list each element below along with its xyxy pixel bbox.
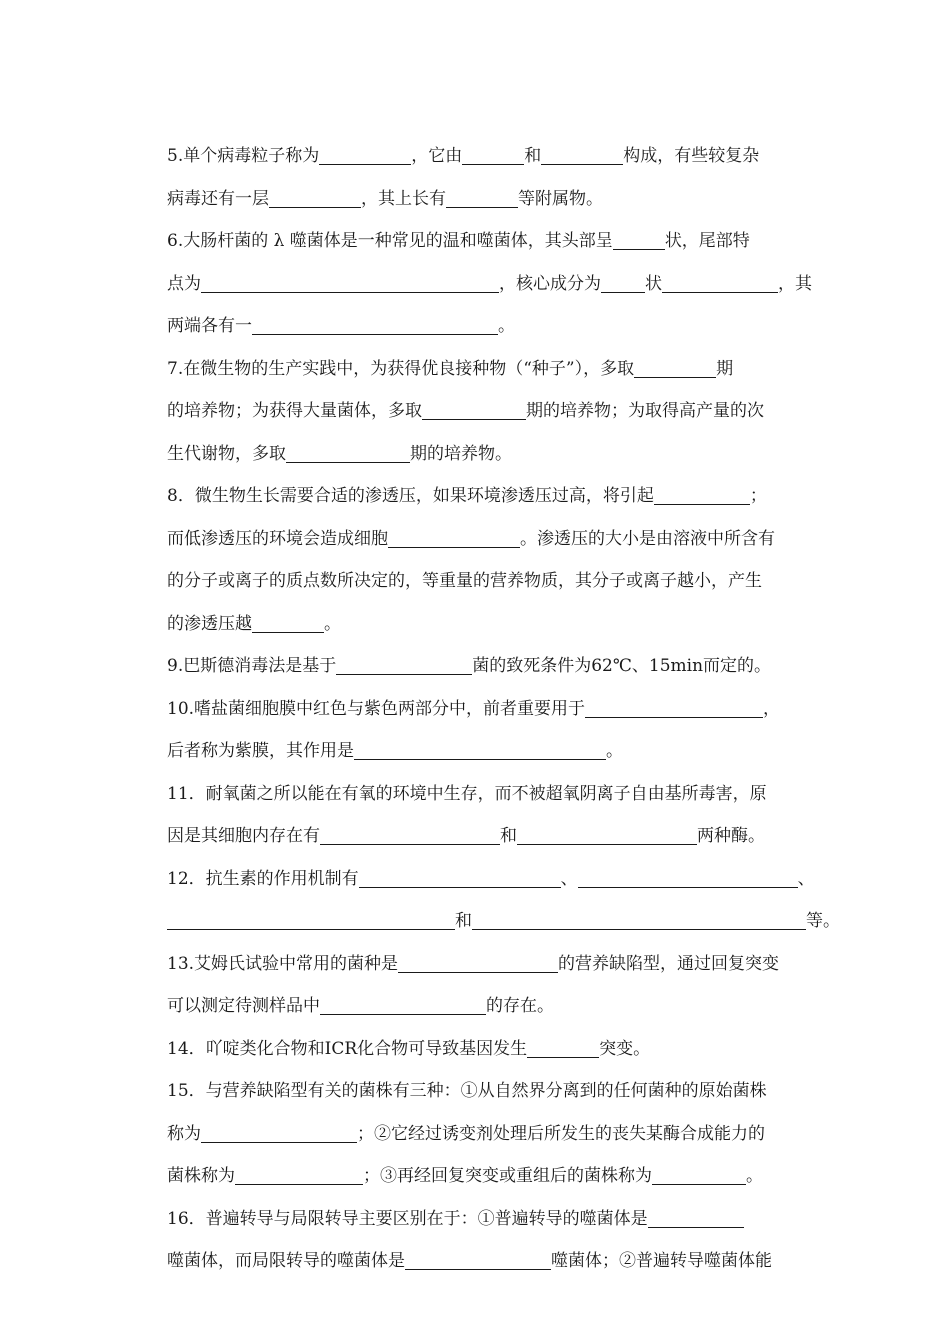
question-line bbox=[167, 815, 849, 858]
question-text: 菌的致死条件为62℃、15min而定的。 bbox=[472, 656, 772, 676]
question-text: 因是其细胞内存在有 bbox=[167, 826, 320, 846]
question-text: 。 bbox=[746, 1166, 763, 1186]
question-text: 和 bbox=[455, 911, 472, 931]
question-line bbox=[167, 1028, 849, 1071]
question-text: 。渗透压的大小是由溶液中所含有 bbox=[520, 528, 775, 549]
question-line bbox=[167, 135, 849, 178]
answer-blank[interactable] bbox=[662, 274, 778, 293]
question-text: 生代谢物，多取 bbox=[167, 443, 286, 464]
question-text: ，核心成分为 bbox=[499, 273, 601, 294]
question-11 bbox=[167, 773, 849, 858]
question-text: 菌株称为 bbox=[167, 1166, 235, 1186]
question-text: 13.艾姆氏试验中常用的菌种是 bbox=[167, 953, 399, 974]
question-line bbox=[167, 900, 849, 943]
question-line bbox=[167, 688, 849, 731]
question-text: 可以测定待测样品中 bbox=[167, 996, 320, 1016]
question-line bbox=[167, 518, 849, 561]
question-12 bbox=[167, 858, 849, 943]
question-text: 的营养缺陷型，通过回复突变 bbox=[558, 953, 780, 974]
question-text: 9.巴斯德消毒法是基于 bbox=[167, 656, 337, 676]
question-text: 和 bbox=[500, 826, 517, 846]
question-text: 、 bbox=[560, 868, 578, 889]
question-6 bbox=[167, 220, 849, 348]
question-text: 的培养物；为获得大量菌体，多取 bbox=[167, 401, 422, 421]
answer-blank[interactable] bbox=[201, 274, 499, 293]
question-text: 10.嗜盐菌细胞膜中红色与紫色两部分中，前者重要用于 bbox=[167, 698, 586, 719]
question-line bbox=[167, 1198, 849, 1241]
answer-blank[interactable] bbox=[446, 189, 518, 208]
question-list bbox=[167, 135, 849, 1283]
question-10 bbox=[167, 688, 849, 773]
question-text: 8．微生物生长需要合适的渗透压，如果环境渗透压过高，将引起 bbox=[167, 486, 654, 506]
question-line bbox=[167, 1240, 849, 1283]
question-text: ，其上长有 bbox=[361, 188, 446, 209]
question-line bbox=[167, 985, 849, 1028]
question-14 bbox=[167, 1028, 849, 1071]
question-text: 称为 bbox=[167, 1123, 201, 1144]
question-line bbox=[167, 1113, 849, 1156]
question-text: 构成，有些较复杂 bbox=[623, 146, 760, 166]
answer-blank[interactable] bbox=[320, 996, 486, 1015]
question-text: ；③再经回复突变或重组后的菌株称为 bbox=[363, 1166, 652, 1186]
question-text: 后者称为紫膜，其作用是 bbox=[167, 741, 354, 761]
question-text: 。 bbox=[606, 741, 623, 761]
answer-blank[interactable] bbox=[388, 529, 520, 548]
question-text: 的分子或离子的质点数所决定的，等重量的营养物质，其分子或离子越小，产生 bbox=[167, 571, 762, 591]
question-text: 期 bbox=[716, 358, 734, 379]
question-line bbox=[167, 475, 849, 518]
question-7 bbox=[167, 348, 849, 476]
question-text: 等。 bbox=[806, 911, 840, 931]
question-text: 的存在。 bbox=[486, 996, 554, 1016]
question-text: 6.大肠杆菌的 λ 噬菌体是一种常见的温和噬菌体，其头部呈 bbox=[167, 231, 613, 251]
question-line bbox=[167, 603, 849, 646]
answer-blank[interactable] bbox=[336, 656, 472, 675]
question-line bbox=[167, 1070, 849, 1113]
question-line bbox=[167, 560, 849, 603]
question-text: 状 bbox=[645, 273, 662, 294]
answer-blank[interactable] bbox=[422, 401, 526, 420]
answer-blank[interactable] bbox=[601, 274, 645, 293]
question-line bbox=[167, 348, 849, 391]
question-line bbox=[167, 645, 849, 688]
question-text: 期的培养物；为取得高产量的次 bbox=[526, 401, 764, 421]
answer-blank[interactable] bbox=[654, 486, 750, 505]
question-text: 16．普遍转导与局限转导主要区别在于：①普遍转导的噬菌体是 bbox=[167, 1208, 648, 1229]
answer-blank[interactable] bbox=[252, 614, 324, 633]
answer-blank[interactable] bbox=[235, 1166, 363, 1185]
answer-blank[interactable] bbox=[269, 189, 361, 208]
answer-blank[interactable] bbox=[398, 954, 558, 973]
question-text: 突变。 bbox=[599, 1038, 651, 1059]
answer-blank[interactable] bbox=[320, 826, 500, 845]
question-16 bbox=[167, 1198, 849, 1283]
question-5 bbox=[167, 135, 849, 220]
answer-blank[interactable] bbox=[578, 869, 798, 888]
question-text: ， bbox=[763, 698, 781, 719]
answer-blank[interactable] bbox=[652, 1166, 746, 1185]
question-line bbox=[167, 730, 849, 773]
answer-blank[interactable] bbox=[286, 444, 410, 463]
answer-blank[interactable] bbox=[541, 146, 623, 165]
answer-blank[interactable] bbox=[462, 146, 524, 165]
question-text: 而低渗透压的环境会造成细胞 bbox=[167, 528, 388, 549]
question-text: 等附属物。 bbox=[518, 188, 603, 209]
question-line bbox=[167, 220, 849, 263]
question-text: 12．抗生素的作用机制有 bbox=[167, 868, 359, 889]
answer-blank[interactable] bbox=[613, 231, 665, 250]
answer-blank[interactable] bbox=[201, 1124, 357, 1143]
question-text: 期的培养物。 bbox=[410, 443, 512, 464]
question-9 bbox=[167, 645, 849, 688]
question-line bbox=[167, 943, 849, 986]
question-text: 11．耐氧菌之所以能在有氧的环境中生存，而不被超氧阴离子自由基所毒害，原 bbox=[167, 783, 767, 804]
question-text: 。 bbox=[324, 613, 341, 634]
question-text: 状，尾部特 bbox=[664, 231, 750, 251]
answer-blank[interactable] bbox=[167, 911, 455, 930]
question-text: 14．吖啶类化合物和ICR化合物可导致基因发生 bbox=[167, 1038, 528, 1059]
question-text: 15．与营养缺陷型有关的菌株有三种：①从自然界分离到的任何菌种的原始菌株 bbox=[167, 1081, 767, 1101]
question-line bbox=[167, 305, 849, 348]
question-text: 、 bbox=[797, 868, 815, 889]
question-text: ； bbox=[749, 486, 767, 506]
question-8 bbox=[167, 475, 849, 645]
question-text: 噬菌体，而局限转导的噬菌体是 bbox=[167, 1251, 405, 1271]
question-text: ；②它经过诱变剂处理后所发生的丧失某酶合成能力的 bbox=[357, 1123, 765, 1144]
question-text: 5.单个病毒粒子称为 bbox=[167, 146, 320, 166]
question-text: 的渗透压越 bbox=[167, 613, 252, 634]
question-line bbox=[167, 433, 849, 476]
answer-blank[interactable] bbox=[405, 1251, 551, 1270]
question-13 bbox=[167, 943, 849, 1028]
question-text: 7.在微生物的生产实践中，为获得优良接种物（“种子”），多取 bbox=[167, 358, 635, 379]
question-line bbox=[167, 773, 849, 816]
answer-blank[interactable] bbox=[472, 911, 806, 930]
question-line bbox=[167, 1155, 849, 1198]
answer-blank[interactable] bbox=[252, 316, 498, 335]
question-text: ，其 bbox=[778, 273, 812, 294]
answer-blank[interactable] bbox=[634, 359, 716, 378]
question-line bbox=[167, 263, 849, 306]
question-15 bbox=[167, 1070, 849, 1198]
question-text: 噬菌体；②普遍转导噬菌体能 bbox=[551, 1251, 772, 1271]
answer-blank[interactable] bbox=[517, 826, 697, 845]
question-text: 。 bbox=[498, 316, 515, 336]
question-line bbox=[167, 858, 849, 901]
answer-blank[interactable] bbox=[648, 1209, 744, 1228]
answer-blank[interactable] bbox=[359, 869, 561, 888]
answer-blank[interactable] bbox=[319, 146, 411, 165]
question-text: 两端各有一 bbox=[167, 316, 252, 336]
question-text: 点为 bbox=[167, 273, 201, 294]
question-text: 病毒还有一层 bbox=[167, 188, 269, 209]
answer-blank[interactable] bbox=[527, 1039, 599, 1058]
answer-blank[interactable] bbox=[585, 699, 763, 718]
question-text: 和 bbox=[524, 146, 542, 166]
question-line bbox=[167, 390, 849, 433]
answer-blank[interactable] bbox=[354, 741, 606, 760]
question-text: ，它由 bbox=[411, 146, 463, 166]
question-line bbox=[167, 178, 849, 221]
question-text: 两种酶。 bbox=[697, 826, 765, 846]
